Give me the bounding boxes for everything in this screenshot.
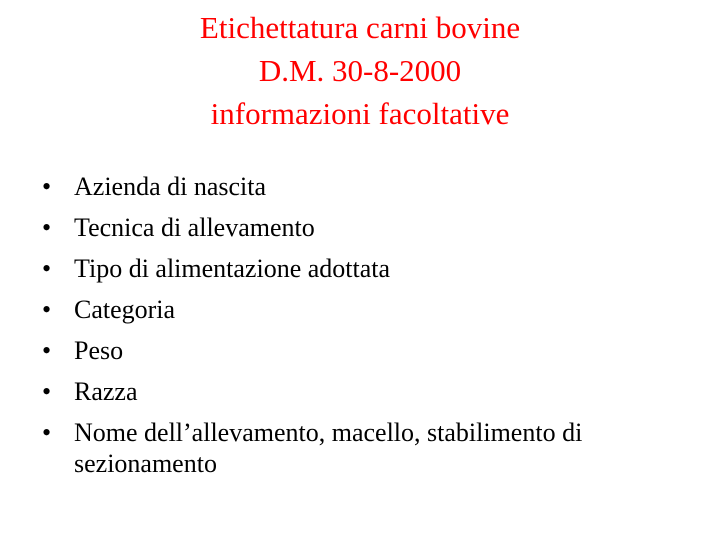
title-line-2: D.M. 30-8-2000 bbox=[258, 53, 462, 88]
list-item bbox=[42, 248, 702, 289]
bullet-marker: • bbox=[42, 295, 52, 324]
bullet-text: Azienda di nascita bbox=[74, 172, 267, 201]
bullet-text: Nome dell’allevamento, macello, stabilimento di sezionamento bbox=[74, 418, 583, 478]
bullet-text: Tipo di alimentazione adottata bbox=[74, 254, 391, 283]
slide-title bbox=[60, 6, 660, 135]
bullet-marker: • bbox=[42, 377, 52, 406]
title-line-1: Etichettatura carni bovine bbox=[199, 10, 521, 45]
list-item bbox=[42, 371, 702, 412]
title-line-3: informazioni facoltative bbox=[210, 96, 510, 131]
bullet-text: Categoria bbox=[74, 295, 176, 324]
bullet-marker: • bbox=[42, 418, 52, 447]
bullet-text: Tecnica di allevamento bbox=[74, 213, 315, 242]
list-item bbox=[42, 289, 702, 330]
bullet-text: Razza bbox=[74, 377, 138, 406]
bullet-marker: • bbox=[42, 254, 52, 283]
list-item bbox=[42, 207, 702, 248]
bullet-list bbox=[42, 166, 702, 484]
bullet-marker: • bbox=[42, 172, 52, 201]
bullet-marker: • bbox=[42, 213, 52, 242]
list-item bbox=[42, 330, 702, 371]
bullet-marker: • bbox=[42, 336, 52, 365]
list-item bbox=[42, 166, 702, 207]
bullet-text: Peso bbox=[74, 336, 124, 365]
list-item bbox=[42, 412, 702, 484]
